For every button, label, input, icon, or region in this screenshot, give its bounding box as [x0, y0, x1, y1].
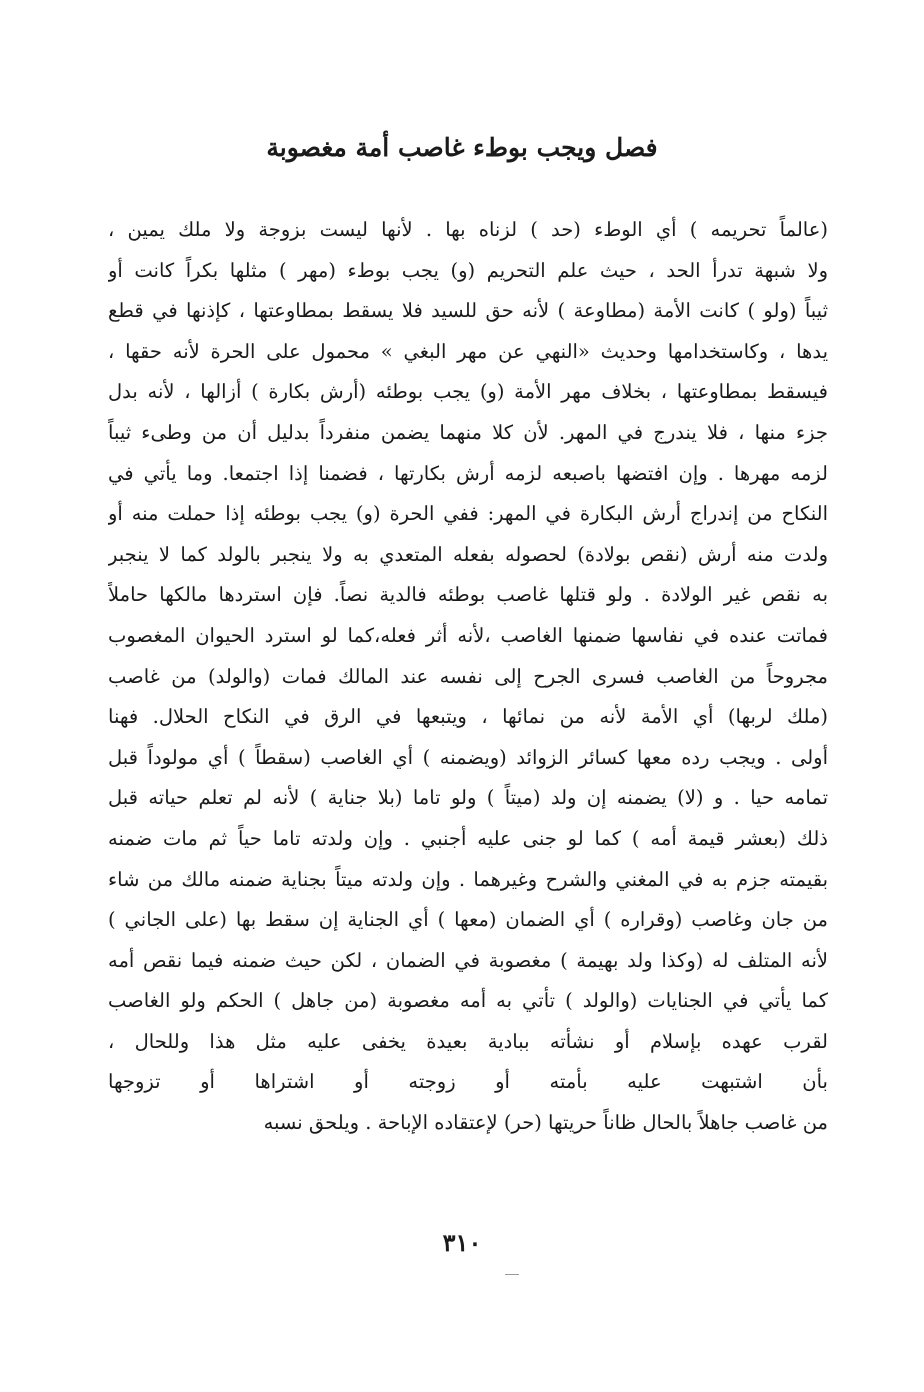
text-line: يدها ، وكاستخدامها وحديث «النهي عن مهر البغي » محمول على الحرة لأنه حقها ،: [108, 339, 828, 363]
text-line: به نقص غير الولادة . ولو قتلها غاصب بوطئه فالدية نصاً. فإن استردها مالكها حاملاً: [108, 583, 828, 607]
text-line: أولى . ويجب رده معها كسائر الزوائد (ويضمنه ) أي الغاصب (سقطاً ) أي مولوداً قبل: [108, 745, 828, 769]
text-line: من جان وغاصب (وقراره ) أي الضمان (معها ) أي الجناية إن سقط بها (على الجاني ): [108, 908, 828, 932]
body-text: [108, 210, 828, 1144]
text-line: لأنه المتلف له (وكذا ولد بهيمة ) مغصوبة في الضمان ، لكن حيث ضمنه فيما نقص أمه: [108, 948, 828, 972]
chapter-heading: فصل ويجب بوطء غاصب أمة مغصوبة: [266, 133, 658, 162]
text-line: (عالماً تحريمه ) أي الوطء (حد ) لزناه بها . لأنها ليست بزوجة ولا ملك يمين ،: [108, 218, 828, 241]
text-line: فيسقط بمطاوعتها ، بخلاف مهر الأمة (و) يجب بوطئه (أرش بكارة ) أزالها ، لأنه بدل: [108, 380, 828, 404]
text-line: مجروحاً من الغاصب فسرى الجرح إلى نفسه عند المالك فمات (والولد) من غاصب: [108, 664, 828, 688]
text-line: من غاصب جاهلاً بالحال ظاناً حريتها (حر) لإعتقاده الإباحة . ويلحق نسبه: [263, 1111, 828, 1135]
text-line: لزمه مهرها . وإن افتضها باصبعه لزمه أرش بكارتها ، فضمنا إذا اجتمعا. وما يأتي في: [108, 461, 828, 485]
text-line: فماتت عنده في نفاسها ضمنها الغاصب ،لأنه أثر فعله،كما لو استرد الحيوان المغصوب: [108, 623, 828, 647]
text-line: بأن اشتبهت عليه بأمته أو زوجته أو اشتراها أو تزوجها: [108, 1070, 828, 1094]
text-line: (ملك لربها) أي الأمة لأنه من نمائها ، ويتبعها في الرق في النكاح الحلال. فهنا: [108, 705, 828, 729]
page-number: ٣١٠: [442, 1228, 482, 1257]
text-line: كما يأتي في الجنايات (والولد ) تأتي به أمه مغصوبة (من جاهل ) الحكم ولو الغاصب: [108, 989, 828, 1013]
text-line: النكاح من إندراج أرش البكارة في المهر: ففي الحرة (و) يجب بوطئه إذا حملت منه أو: [108, 502, 828, 526]
text-line: تمامه حيا . و (لا) يضمنه إن ولد (ميتاً ) ولو تاما (بلا جناية ) لأنه لم تعلم حياته قبل: [108, 786, 828, 810]
text-line: ذلك (بعشر قيمة أمه ) كما لو جنى عليه أجنبي . وإن ولدته تاما حياً ثم مات ضمنه: [108, 826, 828, 850]
text-line: لقرب عهده بإسلام أو نشأته ببادية بعيدة يخفى عليه مثل هذا وللحال ،: [108, 1029, 828, 1053]
text-line: ولدت منه أرش (نقص بولادة) لحصوله بفعله المتعدي به ولا ينجبر بالولد كما لا ينجبر: [108, 542, 828, 566]
text-line: بقيمته جزم به في المغني والشرح وغيرهما . وإن ولدته ميتاً بجناية ضمنه مالك من شاء: [108, 867, 828, 891]
text-line: ثيباً (ولو ) كانت الأمة (مطاوعة ) لأنه حق للسيد فلا يسقط بمطاوعتها ، كإذنها في قطع: [108, 299, 828, 323]
text-line: ولا شبهة تدرأ الحد ، حيث علم التحريم (و) يجب بوطء (مهر ) مثلها بكراً كانت أو: [108, 258, 828, 282]
text-line: جزء منها ، فلا يندرج في المهر. لأن كلا منهما يضمن منفرداً بدليل أن من وطىء ثيباً: [108, 420, 828, 444]
footer-mark: [505, 1274, 519, 1275]
